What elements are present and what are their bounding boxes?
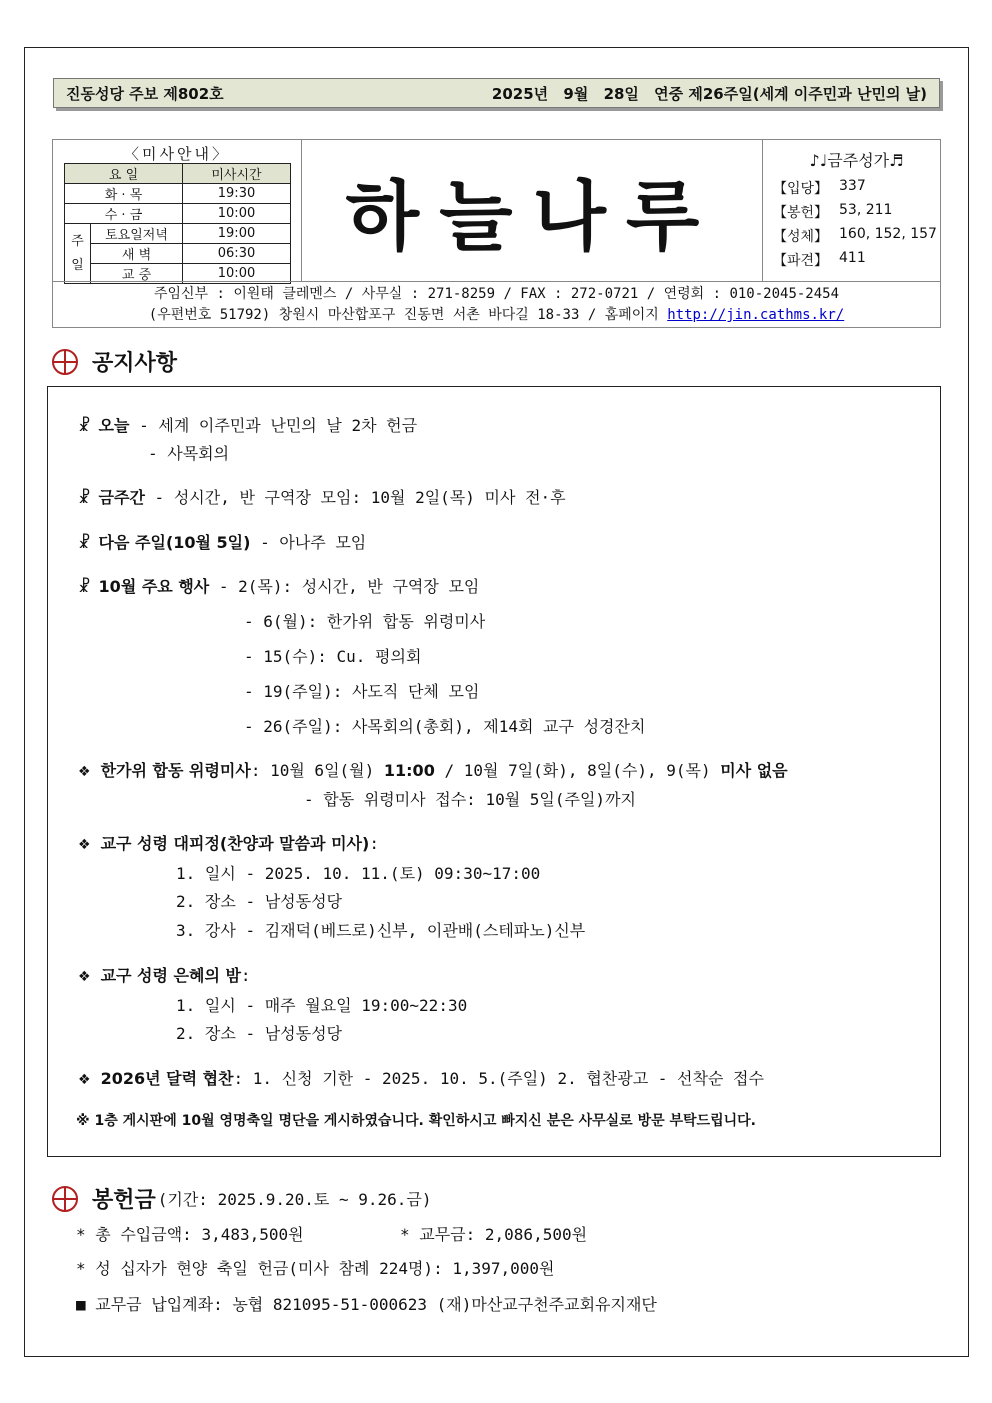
- hangawi-time: 11:00: [383, 761, 435, 780]
- bulletin-header: [53, 78, 940, 108]
- offering-total: * 총 수입금액: 3,483,500원: [76, 1225, 304, 1244]
- hymn-value: 160, 152, 157: [839, 226, 937, 242]
- hymn-label: 【파견】: [773, 253, 829, 269]
- address-text: (우편번호 51792) 창원시 마산합포구 진동면 서촌 바다길 18-33 / 홈페이지: [148, 307, 659, 323]
- chi-rho-icon: ☧: [78, 416, 91, 435]
- masthead-title: 하늘나루: [345, 172, 720, 261]
- chi-rho-icon: ☧: [78, 488, 91, 507]
- sunday-label: [65, 224, 91, 284]
- masthead-title-box: [303, 140, 762, 281]
- bulletin-date: [482, 83, 927, 104]
- header-day: 28일: [603, 84, 639, 103]
- hymn-value: 53, 211: [839, 202, 893, 218]
- list-item: [773, 226, 940, 250]
- row-time: 06:30: [183, 244, 291, 264]
- offering-heading: [52, 1183, 432, 1214]
- hymn-list: [762, 140, 940, 281]
- table-header-row: [65, 164, 291, 184]
- oct-item: - 15(수): Cu. 평의회: [244, 647, 422, 666]
- retreat-item: 3. 강사 - 김재덕(베드로)신부, 이관배(스테파노)신부: [176, 921, 586, 940]
- grace-label: 교구 성령 은혜의 밤: [100, 966, 241, 985]
- parish-contact: 주임신부 : 이원태 클레멘스 / 사무실 : 271-8259 / FAX : 272-0721 / 연령회 : 010-2045-2454: [153, 286, 840, 302]
- col-time: 미사시간: [183, 164, 291, 184]
- chi-rho-icon: ☧: [78, 533, 91, 552]
- header-month: 9월: [563, 84, 589, 103]
- list-item: [773, 178, 940, 202]
- week-label: 금주간: [98, 488, 145, 507]
- cross-circle-icon: [52, 349, 78, 375]
- notice-heading: [52, 346, 177, 377]
- grace-item: 2. 장소 - 남성동성당: [176, 1024, 342, 1043]
- retreat-label: 교구 성령 대피정(찬양과 말씀과 미사): [100, 834, 370, 853]
- hymn-value: 411: [839, 250, 866, 266]
- oct-item: - 2(목): 성시간, 반 구역장 모임: [209, 577, 480, 596]
- offering-account: ■ 교무금 납입계좌: 농협 821095-51-000623 (재)마산교구천주교회유지재단: [76, 1295, 657, 1314]
- today-text-2: - 사목회의: [148, 444, 230, 463]
- row-day: 화 · 목: [65, 184, 183, 204]
- calendar-label: 2026년 달력 협찬: [100, 1069, 234, 1088]
- bulletin-issue: 진동성당 주보 제802호: [66, 84, 224, 103]
- hymn-title: ♪♩금주성가♬: [809, 151, 904, 170]
- bulletin-note: ※ 1층 게시판에 10월 영명축일 명단을 게시하였습니다. 확인하시고 빠지신 분은 사무실로 방문 부탁드립니다.: [76, 1113, 756, 1129]
- notice-hangawi: [78, 758, 788, 781]
- offering-heading-text: 봉헌금: [92, 1188, 156, 1213]
- table-row: [65, 224, 291, 244]
- next-label: 다음 주일(10월 5일): [98, 533, 251, 552]
- row-day: 수 · 금: [65, 204, 183, 224]
- retreat-item: 1. 일시 - 2025. 10. 11.(토) 09:30~17:00: [176, 864, 541, 883]
- hangawi-text-a: : 10월 6일(월): [250, 761, 384, 780]
- notice-retreat: [78, 831, 379, 854]
- diamond-bullet-icon: ❖: [78, 969, 91, 985]
- sunday-label-text: 주일: [71, 233, 84, 273]
- table-row: [65, 184, 291, 204]
- mass-schedule-table: [64, 163, 291, 284]
- col-day: 요 일: [65, 164, 183, 184]
- notice-today: [78, 413, 417, 436]
- notice-october: [78, 574, 479, 597]
- notice-box: [47, 386, 941, 1157]
- retreat-item: 2. 장소 - 남성동성당: [176, 892, 342, 911]
- table-row: [65, 244, 291, 264]
- chi-rho-icon: ☧: [78, 577, 91, 596]
- hymn-label: 【봉헌】: [773, 205, 829, 221]
- grace-item: 1. 일시 - 매주 월요일 19:00~22:30: [176, 996, 468, 1015]
- row-time: 19:00: [183, 224, 291, 244]
- mass-guide: [53, 140, 302, 281]
- diamond-bullet-icon: ❖: [78, 764, 91, 780]
- parish-info: [53, 281, 940, 328]
- today-text-1: - 세계 이주민과 난민의 날 2차 헌금: [129, 416, 418, 435]
- diamond-bullet-icon: ❖: [78, 837, 91, 853]
- hymn-value: 337: [839, 178, 866, 194]
- homepage-link[interactable]: http://jin.cathms.kr/: [667, 307, 845, 323]
- oct-label: 10월 주요 행사: [98, 577, 210, 596]
- header-sunday: 연중 제26주일(세계 이주민과 난민의 날): [654, 84, 927, 103]
- row-time: 10:00: [183, 204, 291, 224]
- row-time: 19:30: [183, 184, 291, 204]
- header-year: 2025년: [491, 84, 549, 103]
- notice-heading-text: 공지사항: [92, 351, 178, 376]
- offering-period: (기간: 2025.9.20.토 ~ 9.26.금): [157, 1190, 432, 1209]
- hangawi-label: 한가위 합동 위령미사: [100, 761, 251, 780]
- list-item: [773, 202, 940, 226]
- hangawi-text-2: - 합동 위령미사 접수: 10월 5일(주일)까지: [304, 790, 636, 809]
- calendar-text: : 1. 신청 기한 - 2025. 10. 5.(주일) 2. 협찬광고 - 선착순 접수: [233, 1069, 764, 1088]
- next-text: - 아나주 모임: [250, 533, 367, 552]
- notice-week: [78, 485, 566, 508]
- hymn-label: 【성체】: [773, 229, 829, 245]
- week-text: - 성시간, 반 구역장 모임: 10월 2일(목) 미사 전·후: [144, 488, 566, 507]
- notice-grace-night: [78, 963, 251, 986]
- retreat-colon: :: [369, 834, 379, 853]
- mass-guide-title: 〈미사안내〉: [124, 145, 230, 163]
- row-time: 10:00: [183, 264, 291, 284]
- parish-address: [53, 305, 940, 326]
- grace-colon: :: [240, 966, 251, 985]
- row-day: 새 벽: [91, 244, 183, 264]
- table-row: [65, 204, 291, 224]
- notice-calendar: [78, 1066, 764, 1089]
- oct-item: - 26(주일): 사목회의(총회), 제14회 교구 성경잔치: [244, 717, 646, 736]
- hymn-label: 【입당】: [773, 181, 829, 197]
- diamond-bullet-icon: ❖: [78, 1072, 91, 1088]
- oct-item: - 6(월): 한가위 합동 위령미사: [244, 612, 486, 631]
- today-label: 오늘: [98, 416, 130, 435]
- offering-cross-feast: * 성 십자가 현양 축일 헌금(미사 참례 224명): 1,397,000원: [76, 1259, 555, 1278]
- cross-circle-icon: [52, 1186, 78, 1212]
- masthead: [52, 139, 941, 328]
- list-item: [773, 250, 940, 274]
- hangawi-no-mass: 미사 없음: [720, 761, 788, 780]
- offering-diocese: * 교무금: 2,086,500원: [400, 1225, 588, 1244]
- oct-item: - 19(주일): 사도직 단체 모임: [244, 682, 480, 701]
- row-day: 교 중: [91, 264, 183, 284]
- row-day: 토요일저녁: [91, 224, 183, 244]
- notice-next-sunday: [78, 530, 366, 553]
- hangawi-text-c: / 10월 7일(화), 8일(수), 9(목): [434, 761, 721, 780]
